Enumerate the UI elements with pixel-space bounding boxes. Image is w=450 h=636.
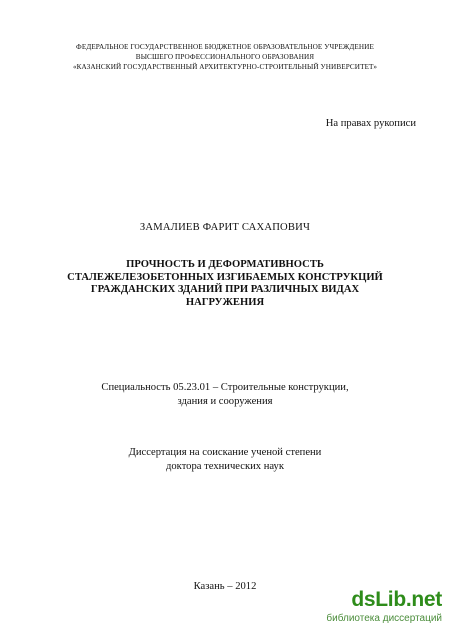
rights-note: На правах рукописи xyxy=(325,118,416,129)
title-line: ПРОЧНОСТЬ И ДЕФОРМАТИВНОСТЬ xyxy=(126,259,324,270)
institution-line: ВЫСШЕГО ПРОФЕССИОНАЛЬНОГО ОБРАЗОВАНИЯ xyxy=(135,53,315,61)
degree-statement xyxy=(0,446,450,473)
degree-line: Диссертация на соискание ученой степени xyxy=(128,447,322,458)
dissertation-title xyxy=(0,259,450,309)
specialty-line: Специальность 05.23.01 – Строительные конструкции, xyxy=(101,382,349,393)
specialty-line: здания и сооружения xyxy=(177,395,273,407)
institution-line: ФЕДЕРАЛЬНОЕ ГОСУДАРСТВЕННОЕ БЮДЖЕТНОЕ ОБРАЗОВАТЕЛЬНОЕ УЧРЕЖДЕНИЕ xyxy=(76,43,374,51)
institution-header xyxy=(0,42,450,72)
watermark xyxy=(316,589,442,631)
author-name: ЗАМАЛИЕВ ФАРИТ САХАПОВИЧ xyxy=(139,222,311,233)
city-year-text: Казань – 2012 xyxy=(193,581,257,592)
specialty xyxy=(0,381,450,408)
title-line: ГРАЖДАНСКИХ ЗДАНИЙ ПРИ РАЗЛИЧНЫХ ВИДАХ xyxy=(90,284,360,295)
watermark-tagline: библиотека диссертаций xyxy=(326,613,442,624)
title-line: НАГРУЖЕНИЯ xyxy=(185,296,265,308)
degree-line: доктора технических наук xyxy=(166,460,284,472)
watermark-logo: dsLib.net xyxy=(351,588,442,611)
institution-line: «КАЗАНСКИЙ ГОСУДАРСТВЕННЫЙ АРХИТЕКТУРНО-СТРОИТЕЛЬНЫЙ УНИВЕРСИТЕТ» xyxy=(72,63,378,71)
title-line: СТАЛЕЖЕЛЕЗОБЕТОННЫХ ИЗГИБАЕМЫХ КОНСТРУКЦИЙ xyxy=(67,271,383,283)
